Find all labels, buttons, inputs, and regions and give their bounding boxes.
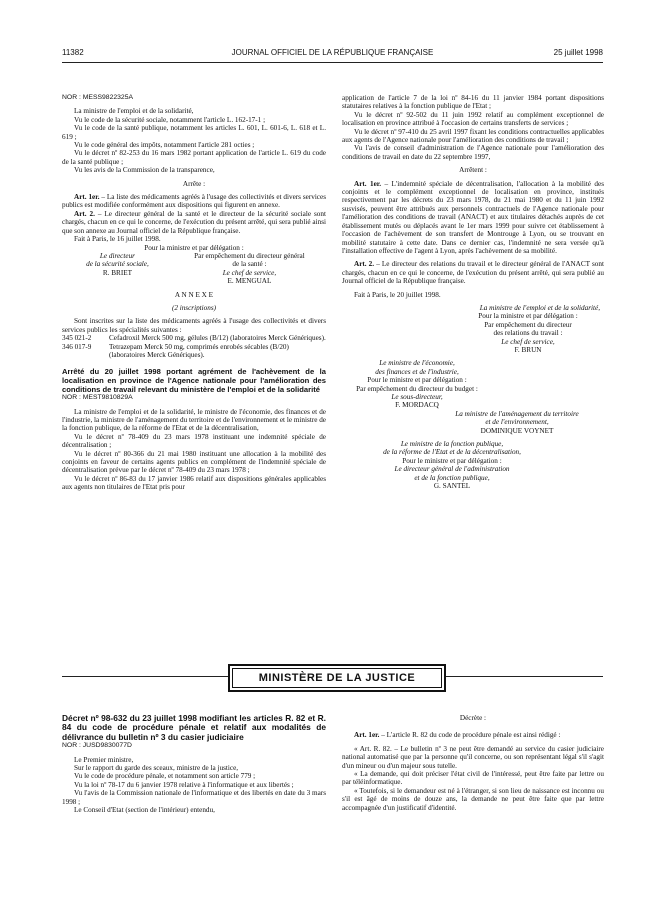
- signatory-name: DOMINIQUE VOYNET: [480, 426, 554, 435]
- annexe-heading: A N N E X E: [174, 290, 214, 299]
- paragraph: Vu le code général des impôts, notamment l'article 281 octies ;: [74, 141, 255, 150]
- article-2: Art. 2. – Le directeur des relations du travail et le directeur général de l'ANACT sont chargés, chacun en ce qui le concerne, de l'exécution du présent arrêté, qui sera publié au Journal officiel de la République française.: [342, 260, 604, 286]
- paragraph: La ministre de l'emploi et de la solidarité, le ministre de l'économie, des finances et de l'industrie, la ministre de l'aménagement du territoire et de l'environnement et le ministre de la fonction publique, de la réforme de l'Etat et de la décentralisation,: [62, 407, 326, 433]
- section-title: Décret nº 98-632 du 23 juillet 1998 modifiant les articles R. 82 et R. 84 du code de procédure pénale et relatif aux modalités de délivrance du bulletin nº 3 du casier judiciaire: [62, 713, 326, 742]
- signature-date: Fait à Paris, le 16 juillet 1998.: [74, 235, 161, 244]
- signatory-title: Par empêchement du directeur général: [194, 251, 305, 260]
- article-1: Art. 1er. – L'indemnité spéciale de décentralisation, l'allocation à la mobilité des conjoints et le complément exceptionnel de localisation en province, institués respectivement par les décrets du 23 mars 1978, du 21 mai 1980 et du 11 juin 1992 susvisés, peuvent être attribués aux personnels contractuels de l'Agence nationale pour l'amélioration des conditions de travail (ANACT) et aux titulaires détachés auprès de cet établissement mutés ou déplacés avant le 1er mars 1999 pour suivre cet établissement à l'occasion de l'achèvement de son transfert de Montrouge à Lyon, ou se trouvant en mobilité statutaire à cette date. Dans ce dernier cas, l'indemnité ne sera versée qu'à l'installation effective de l'agent à Lyon, après l'achèvement de sa mobilité.: [342, 179, 604, 255]
- page-header: [62, 48, 603, 60]
- paragraph: Le Conseil d'Etat (section de l'intérieur) entendu,: [74, 806, 215, 815]
- paragraph: Vu le décret nº 80-366 du 21 mai 1980 instituant une allocation à la mobilité des conjoints en faveur de certains agents publics en complément de l'indemnité spéciale de décentralisation prévue par le décret nº 78-409 du 23 mars 1978 ;: [62, 449, 326, 475]
- signatory-title: Le directeur: [99, 251, 135, 260]
- paragraph: Vu le code de la sécurité sociale, notamment l'article L. 162-17-1 ;: [74, 115, 266, 124]
- drug-code: 345 021-2: [62, 334, 92, 343]
- signatory-title: Le chef de service,: [222, 268, 277, 277]
- paragraph: Vu le décret nº 97-410 du 25 avril 1997 fixant les conditions contractuelles applicables aux agents de l'Agence nationale pour l'amélioration des conditions de travail ;: [342, 127, 604, 145]
- right-column: [342, 94, 604, 490]
- delegation-line: Pour la ministre et par délégation :: [144, 243, 244, 252]
- header-rule: [62, 62, 603, 63]
- paragraph: « Art. R. 82. – Le bulletin nº 3 ne peut être demandé au service du casier judiciaire national automatisé que par la personne qu'il concerne, ou son représentant légal s'il s'agit d'un mineur ou d'un majeur sous tutelle.: [342, 744, 604, 770]
- article-2: Art. 2. – Le directeur général de la santé et le directeur de la sécurité sociale sont chargés, chacun en ce qui le concerne, de l'exécution du présent arrêté, qui sera publié ainsi que son annexe au Journal officiel de la République française.: [62, 209, 326, 235]
- signatory-name: E. MENGUAL: [227, 277, 272, 286]
- list-item: [62, 343, 326, 360]
- drug-name: Tetrazepam Merck 50 mg, comprimés enrobés sécables (B/20) (laboratoires Merck Génériques).: [109, 342, 289, 359]
- decree-right-column: [342, 714, 604, 812]
- signatory-name: F. BRUN: [514, 345, 542, 354]
- article-label: Art. 2.: [74, 209, 95, 218]
- drug-code: 346 017-9: [62, 342, 92, 351]
- decree-left-column: [62, 714, 326, 814]
- nor-reference: NOR : MEST9810829A: [62, 394, 133, 402]
- article-label: Art. 1er.: [354, 731, 380, 740]
- signature-block: Pour la ministre et par délégation : Par empêchement du directeur des relations du travail : Le chef de service, F. BRUN: [452, 312, 604, 354]
- paragraph: Vu le décret nº 86-83 du 17 janvier 1986 relatif aux dispositions générales applicables aux agents non titulaires de l'Etat pris pour: [62, 474, 326, 492]
- arrete-heading: Arrête :: [182, 179, 206, 188]
- signatory-title: de la santé :: [232, 260, 267, 269]
- nor-reference: NOR : MESS9822325A: [62, 94, 134, 101]
- section-title: Arrêté du 20 juillet 1998 portant agrément de l'achèvement de la localisation en province de l'Agence nationale pour l'amélioration des conditions de travail relevant du ministère de l'emploi et de la solidarité: [62, 367, 326, 394]
- drug-list: [62, 334, 326, 359]
- ministry-name: MINISTÈRE DE LA JUSTICE: [232, 668, 442, 688]
- annexe-subheading: (2 inscriptions): [171, 303, 217, 312]
- journal-title: JOURNAL OFFICIEL DE LA RÉPUBLIQUE FRANÇAISE: [231, 48, 434, 57]
- signature-block: Le ministre de l'économie, des finances et de l'industrie, Pour le ministre et par délégation : Par empêchement du directeur du budget : Le sous-directeur, F. MORDACQ: [342, 359, 492, 409]
- issue-date: 25 juillet 1998: [553, 48, 603, 57]
- paragraph: Le Premier ministre,: [74, 755, 134, 764]
- signatory-name: F. MORDACQ: [395, 401, 439, 410]
- paragraph: « La demande, qui doit préciser l'état civil de l'intéressé, peut être faite par lettre ou par téléinformatique.: [342, 770, 604, 787]
- ministry-banner: [228, 664, 446, 692]
- paragraph: « Toutefois, si le demandeur est né à l'étranger, si son lieu de naissance est inconnu ou s'il est âgé de moins de douze ans, la demande ne peut être faite que par lettre accompagnée d'un justificatif d'identité.: [342, 786, 604, 812]
- article-1: Art. 1er. – L'article R. 82 du code de procédure pénale est ainsi rédigé :: [354, 731, 561, 740]
- signature-block: [62, 252, 326, 286]
- paragraph: Vu la loi nº 78-17 du 6 janvier 1978 relative à l'informatique et aux libertés ;: [74, 780, 294, 789]
- article-label: Art. 1er.: [354, 179, 382, 188]
- paragraph: Vu le code de procédure pénale, et notamment son article 779 ;: [74, 772, 256, 781]
- paragraph: Vu le décret nº 78-409 du 23 mars 1978 instituant une indemnité spéciale de décentralisation ;: [62, 432, 326, 450]
- paragraph: Vu le décret nº 92-502 du 11 juin 1992 relatif au complément exceptionnel de localisation en province attribué à l'occasion de certains transferts de services ;: [342, 110, 604, 128]
- signatory-name: G. SANTEL: [433, 482, 471, 491]
- signature-block: Le ministre de la fonction publique, de la réforme de l'Etat et de la décentralisation, Pour le ministre et par délégation : Le directeur général de l'administration et de la fonction publique, G. SANTEL: [342, 440, 562, 490]
- signature-date: Fait à Paris, le 20 juillet 1998.: [354, 290, 441, 299]
- paragraph: La ministre de l'emploi et de la solidarité,: [74, 107, 194, 116]
- signatory-name: R. BRIET: [102, 268, 133, 277]
- paragraph: Vu l'avis de conseil d'administration de l'Agence nationale pour l'amélioration des conditions de travail en date du 22 septembre 1997,: [342, 144, 604, 161]
- paragraph: application de l'article 7 de la loi nº 84-16 du 11 janvier 1984 portant dispositions statutaires relatives à la fonction publique de l'Etat ;: [342, 94, 604, 111]
- article-label: Art. 1er.: [74, 193, 100, 202]
- list-item: [62, 334, 326, 342]
- paragraph: Vu les avis de la Commission de la transparence,: [74, 166, 215, 175]
- article-label: Art. 2.: [354, 260, 375, 269]
- left-column: [62, 94, 326, 492]
- signatory-title: de la sécurité sociale,: [86, 260, 149, 269]
- signatory-title: La ministre de l'emploi et de la solidarité,: [479, 303, 600, 312]
- signature-block: La ministre de l'aménagement du territoire et de l'environnement, DOMINIQUE VOYNET: [430, 410, 604, 435]
- nor-reference: NOR : JUSD9830077D: [62, 742, 132, 750]
- decrete-heading: Décrète :: [459, 714, 487, 722]
- paragraph: Vu le code de la santé publique, notamment les articles L. 601, L. 601-6, L. 618 et L. 619 ;: [62, 124, 326, 141]
- arretent-heading: Arrêtent :: [459, 166, 487, 175]
- article-1: Art. 1er. – La liste des médicaments agréés à l'usage des collectivités et divers services publics est modifiée conformément aux dispositions qui figurent en annexe.: [62, 193, 326, 210]
- page-number: 11382: [62, 48, 84, 57]
- drug-name: Cefadroxil Merck 500 mg, gélules (B/12) (laboratoires Merck Génériques).: [109, 334, 326, 343]
- paragraph: Sont inscrites sur la liste des médicaments agréés à l'usage des collectivités et divers services publics les spécialités suivantes :: [62, 317, 326, 334]
- paragraph: Sur le rapport du garde des sceaux, ministre de la justice,: [74, 764, 239, 773]
- paragraph: Vu l'avis de la Commission nationale de l'informatique et des libertés en date du 3 mars 1998 ;: [62, 789, 326, 806]
- paragraph: Vu le décret nº 82-253 du 16 mars 1982 portant application de l'article L. 619 du code de la santé publique ;: [62, 149, 326, 166]
